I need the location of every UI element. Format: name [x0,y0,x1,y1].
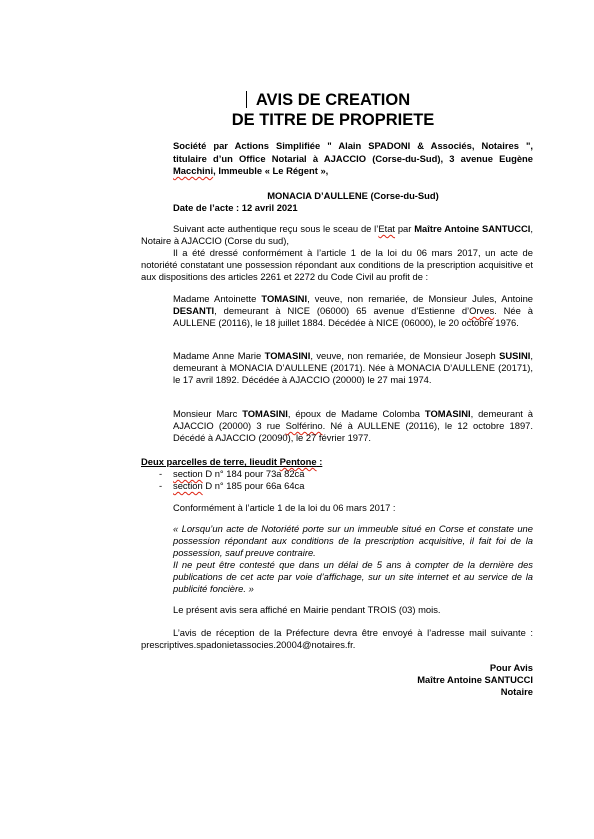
act-date: Date de l’acte : 12 avril 2021 [173,202,298,213]
parcels-heading-c: : [316,456,323,467]
intro-line-2: titulaire d’un Office Notarial à AJACCIO (Corse-du-Sud), 3 avenue Eugène [173,152,533,164]
parcel-item [159,468,304,480]
office-intro [173,140,533,178]
signature-notary: Maître Antoine SANTUCCI [417,674,533,685]
intro-line-3 [173,165,533,178]
list-dash: - [159,468,163,479]
parcels-lieudit: Pentone [279,456,317,467]
b2-text-e: , demeurant à MONACIA D’AULLENE (20171). Née à MONACIA D’AULLENE (20171), le 17 avril 1892. Décédée à AJACCIO (20000) le 27 mai 1974. [173,350,533,385]
notary-name: Maître Antoine SANTUCCI [414,223,531,234]
b1-text-a: Madame Antoinette [173,293,262,304]
conformity-statement: Conformément à l’article 1 de la loi du 06 mars 2017 : [173,502,396,513]
beneficiary-1 [173,293,533,329]
b2-spouse-surname: SUSINI [499,350,531,361]
beneficiary-3 [173,408,533,444]
reception-notice: L’avis de réception de la Préfecture devra être envoyé à l’adresse mail suivante : prescriptives.spadonietassocies.20004@notaires.fr. [141,627,533,650]
list-dash: - [159,480,163,491]
b2-text-a: Madame Anne Marie [173,350,265,361]
parcel-section-word: section [173,480,203,491]
p1-text-a: Suivant acte authentique reçu sous le sceau de l’ [173,223,379,234]
p1-text-c: par [395,223,415,234]
parcel-ref: D n° 184 pour 73a 82ca [202,468,305,479]
b3-text-g: . Né à AULLENE (20116), le 12 octobre 1897. Décédé à AJACCIO (20090), le 27 février 1977. [173,420,533,443]
b3-spouse-surname: TOMASINI [424,408,471,419]
signature-block [333,662,533,698]
document-title-line1: AVIS DE CREATION [255,91,411,109]
b1-spouse-surname: DESANTI [173,305,215,316]
document-title-line2: DE TITRE DE PROPRIETE [231,111,435,129]
paragraph-act [141,223,533,247]
p1-etat: Etat [378,223,396,234]
parcels-heading [141,456,322,468]
b2-surname: TOMASINI [264,350,311,361]
parcel-ref: D n° 185 pour 66a 64ca [202,480,305,491]
parcels-heading-a: Deux parcelles de terre, lieudit [141,456,280,467]
beneficiary-2 [173,350,533,386]
p1-text-e: , Notaire à AJACCIO (Corse du sud), [141,223,533,246]
intro-line-1: Société par Actions Simplifiée " Alain SPADONI & Associés, Notaires ", [173,140,533,151]
b3-text-e: , demeurant à AJACCIO (20000) 3 rue [173,408,534,431]
b1-orves: Orves [469,305,495,316]
intro-street-name: Macchini [173,165,214,176]
b1-text-g: . Née à AULLENE (20116), le 18 juillet 1884. Décédée à NICE (06000), le 20 octobre 1976. [173,305,533,328]
intro-line-3-rest: , Immeuble « Le Régent », [213,165,329,176]
quote-paragraph-2: Il ne peut être contesté que dans un délai de 5 ans à compter de la dernière des publications de cet acte par voie d’affichage, sur un site internet et au service de la publicité foncière. » [173,559,533,594]
signature-line-1: Pour Avis [489,662,533,673]
b1-text-c: , veuve, non remariée, de Monsieur Jules, Antoine [307,293,534,304]
legal-quote [173,523,533,595]
paragraph-notoriety: Il a été dressé conformément à l’article 1 de la loi du 06 mars 2017, un acte de notoriété constatant une possession répondant aux conditions de la prescription acquisitive et aux dispositions des articles 2261 et 2272 du Code Civil au profit de : [141,247,533,282]
b3-solferino: Solférino [285,420,323,431]
b3-text-c: , époux de Madame Colomba [287,408,425,419]
quote-paragraph-1: « Lorsqu’un acte de Notoriété porte sur un immeuble situé en Corse et constate une possession répondant aux conditions de la prescription acquisitive, il fait foi de la possession, sauf preuve contraire. [173,523,533,558]
b1-surname: TOMASINI [261,293,308,304]
b2-text-c: , veuve, non remariée, de Monsieur Joseph [310,350,500,361]
b3-surname: TOMASINI [242,408,288,419]
b1-text-e: , demeurant à NICE (06000) 65 avenue d’Estienne d’ [214,305,470,316]
parcel-item [159,480,304,492]
place-heading: MONACIA D’AULLENE (Corse-du-Sud) [267,190,439,201]
signature-line-3: Notaire [500,686,533,697]
b3-text-a: Monsieur Marc [173,408,243,419]
display-notice: Le présent avis sera affiché en Mairie pendant TROIS (03) mois. [173,604,441,615]
parcel-section-word: section [173,468,203,479]
